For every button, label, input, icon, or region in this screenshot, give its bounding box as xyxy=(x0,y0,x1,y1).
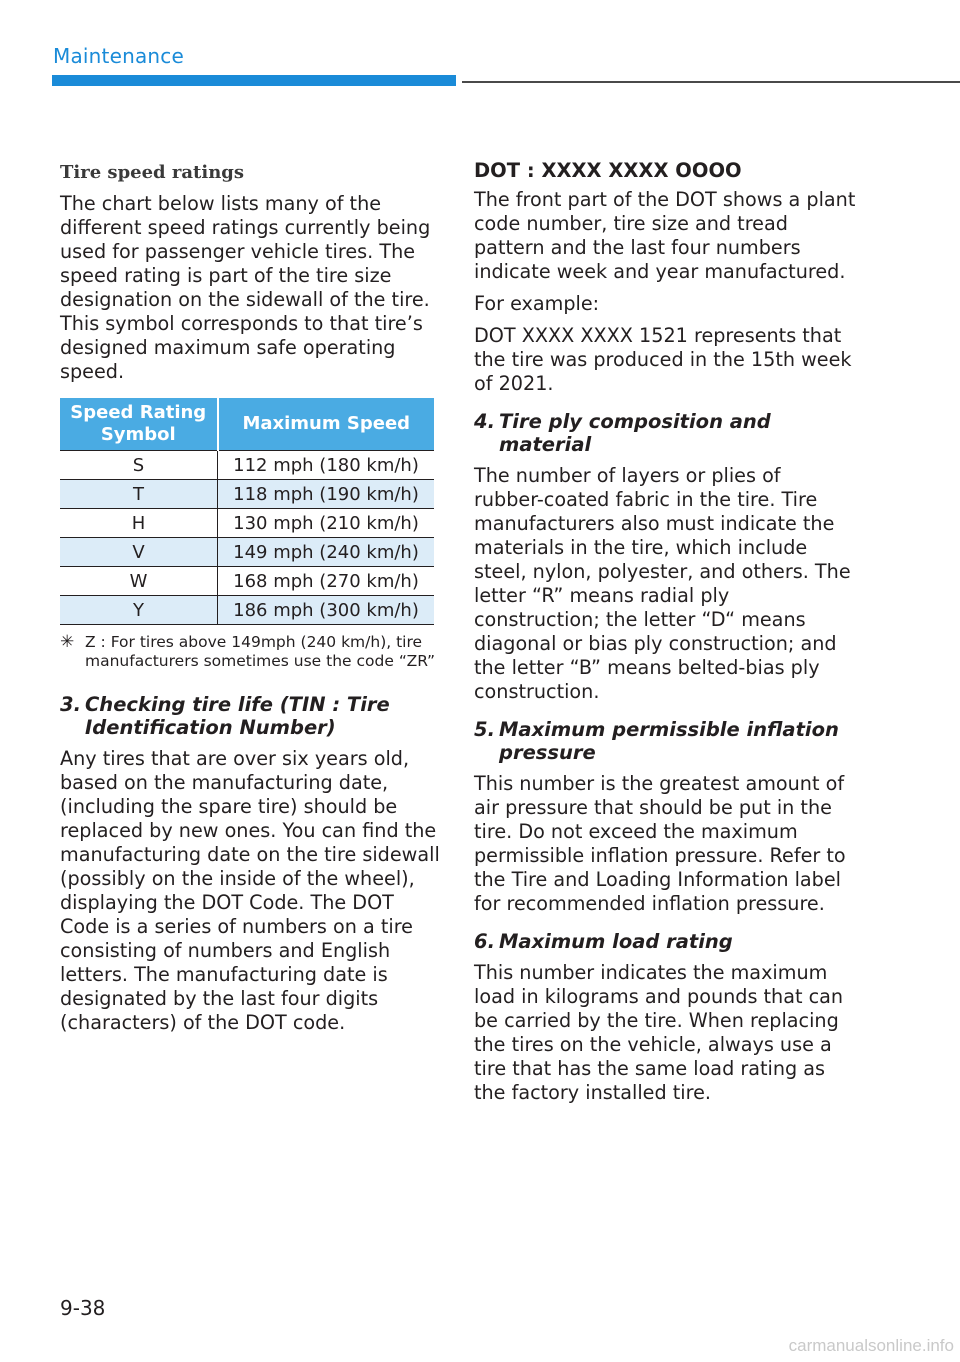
header-rule xyxy=(462,81,960,83)
section-4-heading xyxy=(474,410,856,456)
column-header-max-speed: Maximum Speed xyxy=(218,398,435,451)
left-column xyxy=(60,158,440,1043)
max-speed-cell: 149 mph (240 km/h) xyxy=(218,538,435,567)
section-5-body: This number is the greatest amount of air pressure that should be put in the tire. Do not exceed the maximum permissible inflation pressure. Refer to the Tire and Loading Information label for recommended inflation pressure. xyxy=(474,772,846,915)
max-speed-cell: 168 mph (270 km/h) xyxy=(218,567,435,596)
column-header-symbol: Speed Rating Symbol xyxy=(60,398,218,451)
section-4-body: The number of layers or plies of rubber-coated fabric in the tire. Tire manufacturers also must indicate the materials in the tire, which include steel, nylon, polyester, and others. The letter “R” means radial ply construction; the letter “D“ means diagonal or bias ply construction; and the letter “B” means belted-bias ply construction. xyxy=(474,464,851,703)
right-column xyxy=(474,158,856,1113)
table-row xyxy=(60,567,434,596)
speed-ratings-heading: Tire speed ratings xyxy=(60,162,245,183)
section-3-title: Checking tire life (TIN : Tire Identification Number) xyxy=(85,693,390,739)
section-4-number: 4. xyxy=(474,410,495,433)
dot-code-heading: DOT : XXXX XXXX OOOO xyxy=(474,159,742,182)
section-3-number: 3. xyxy=(60,693,81,716)
watermark: carmanualsonline.info xyxy=(788,1336,954,1355)
section-3-heading xyxy=(60,693,440,739)
header-title: Maintenance xyxy=(53,44,184,68)
max-speed-cell: 186 mph (300 km/h) xyxy=(218,596,435,625)
table-row xyxy=(60,596,434,625)
page-number: 9-38 xyxy=(60,1296,106,1320)
section-5-heading xyxy=(474,718,856,764)
speed-symbol-cell: S xyxy=(60,451,218,480)
table-footnote xyxy=(60,633,440,671)
section-5-title: Maximum permissible inflation pressure xyxy=(499,718,839,764)
table-header-row xyxy=(60,398,434,451)
section-6-title: Maximum load rating xyxy=(499,930,733,953)
table-row xyxy=(60,509,434,538)
dot-code-body: The front part of the DOT shows a plant code number, tire size and tread pattern and the last four numbers indicate week and year manufactured. xyxy=(474,188,856,283)
speed-symbol-cell: V xyxy=(60,538,218,567)
asterisk-icon: ✳ xyxy=(60,632,75,652)
header-accent-bar xyxy=(52,75,456,86)
section-3-body: Any tires that are over six years old, based on the manufacturing date, (including the spare tire) should be replaced by new ones. You can find the manufacturing date on the tire sidewall (possibly on the inside of the wheel), displaying the DOT Code. The DOT Code is a series of numbers on a tire consisting of numbers and English letters. The manufacturing date is designated by the last four digits (characters) of the DOT code. xyxy=(60,747,440,1034)
table-row xyxy=(60,538,434,567)
section-6-number: 6. xyxy=(474,930,495,953)
speed-ratings-intro: The chart below lists many of the different speed ratings currently being used for passenger vehicle tires. The speed rating is part of the tire size designation on the sidewall of the tire. This symbol corresponds to that tire’s designed maximum safe operating speed. xyxy=(60,192,431,383)
max-speed-cell: 118 mph (190 km/h) xyxy=(218,480,435,509)
section-6-body: This number indicates the maximum load in kilograms and pounds that can be carried by the tire. When replacing the tires on the vehicle, always use a tire that has the same load rating as the factory installed tire. xyxy=(474,961,844,1104)
max-speed-cell: 130 mph (210 km/h) xyxy=(218,509,435,538)
example-body: DOT XXXX XXXX 1521 represents that the tire was produced in the 15th week of 2021. xyxy=(474,324,852,395)
table-row xyxy=(60,480,434,509)
section-6-heading xyxy=(474,930,856,953)
max-speed-cell: 112 mph (180 km/h) xyxy=(218,451,435,480)
section-5-number: 5. xyxy=(474,718,495,741)
speed-symbol-cell: H xyxy=(60,509,218,538)
speed-rating-table xyxy=(60,398,434,625)
footnote-text: Z : For tires above 149mph (240 km/h), tire manufacturers sometimes use the code “ZR” xyxy=(85,633,435,670)
speed-symbol-cell: T xyxy=(60,480,218,509)
table-row xyxy=(60,451,434,480)
section-4-title: Tire ply composition and material xyxy=(499,410,771,456)
speed-symbol-cell: W xyxy=(60,567,218,596)
example-label: For example: xyxy=(474,292,600,315)
speed-symbol-cell: Y xyxy=(60,596,218,625)
